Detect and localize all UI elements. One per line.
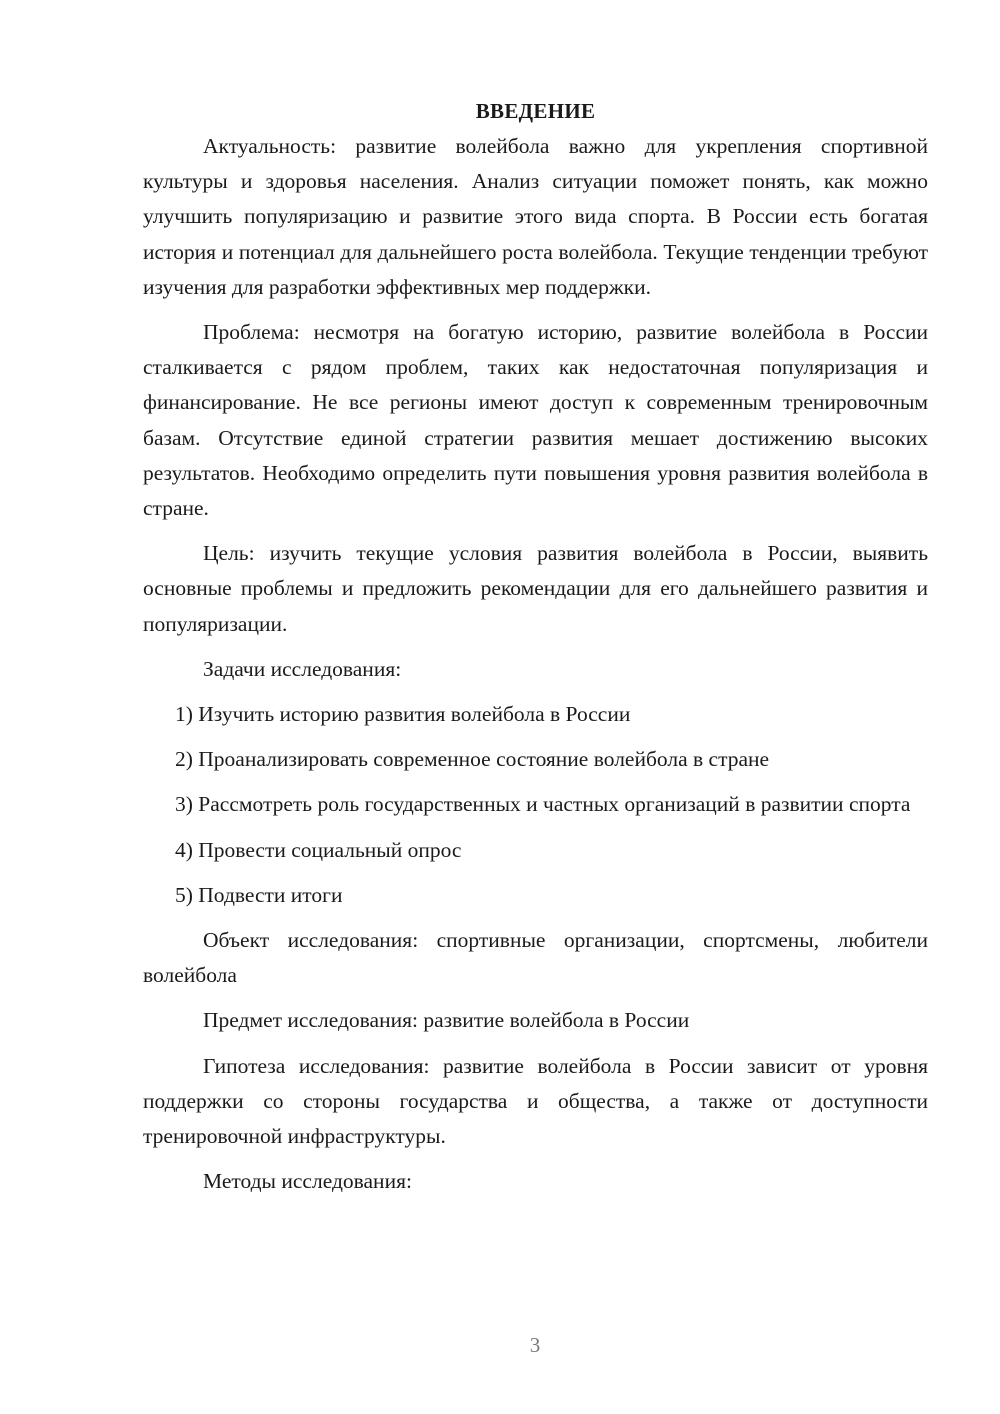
paragraph-methods: Методы исследования: <box>203 1169 412 1194</box>
tasks-heading: Задачи исследования: <box>203 656 402 681</box>
paragraph-hypothesis: Гипотеза исследования: развитие волейбола в России зависит от уровня поддержки со стороны государства и общества, а также от доступности тренировочной инфраструктуры. <box>143 1053 928 1149</box>
paragraph-goal: Цель: изучить текущие условия развития волейбола в России, выявить основные проблемы и предложить рекомендации для его дальнейшего развития и популяризации. <box>143 541 928 636</box>
paragraph-problem: Проблема: несмотря на богатую историю, развитие волейбола в России сталкивается с рядом проблем, таких как недостаточная популяризация и финансирование. Не все регионы имеют доступ к современным тренировочным базам. Отсутствие единой стратегии развития мешает достижению высоких результатов. Необходимо определить пути повышения уровня развития волейбола в стране. <box>143 320 928 521</box>
paragraph-object: Объект исследования: спортивные организации, спортсмены, любители волейбола <box>143 928 928 988</box>
page-content <box>143 94 928 1199</box>
task-item-1: 1) Изучить историю развития волейбола в России <box>175 702 631 727</box>
task-item-2: 2) Проанализировать современное состояние волейбола в стране <box>175 747 770 772</box>
page-title: ВВЕДЕНИЕ <box>475 99 596 123</box>
task-item-4: 4) Провести социальный опрос <box>175 837 462 862</box>
task-item-5: 5) Подвести итоги <box>175 882 343 907</box>
paragraph-relevance: Актуальность: развитие волейбола важно для укрепления спортивной культуры и здоровья населения. Анализ ситуации поможет понять, как можно улучшить популяризацию и развитие этого вида спорта. В России есть богатая история и потенциал для дальнейшего роста волейбола. Текущие тенденции требуют изучения для разработки эффективных мер поддержки. <box>143 134 928 299</box>
task-item-3: 3) Рассмотреть роль государственных и частных организаций в развитии спорта <box>175 792 911 817</box>
paragraph-subject: Предмет исследования: развитие волейбола в России <box>203 1008 690 1033</box>
page-number: 3 <box>529 1333 541 1357</box>
